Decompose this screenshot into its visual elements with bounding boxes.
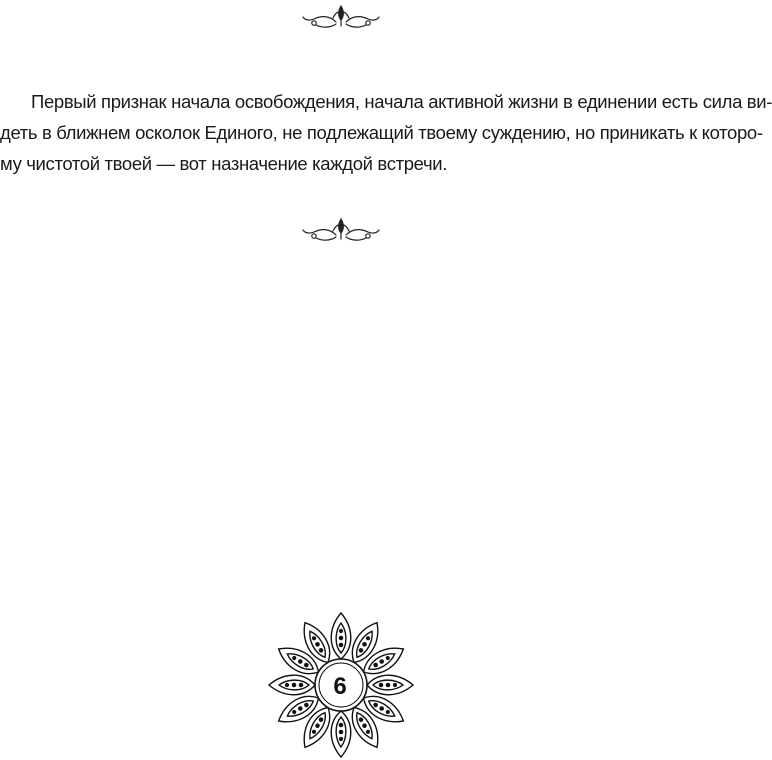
page-number: 6 [333, 673, 347, 700]
mandala-petal [367, 675, 413, 695]
separator-ornament-icon [300, 215, 382, 245]
body-paragraph [0, 86, 772, 179]
paragraph-line: Первый признак начала освобождения, начала активной жизни в единении есть сила ви- [31, 91, 772, 112]
mandala-petal [331, 613, 351, 659]
top-ornament-icon [300, 2, 382, 32]
paragraph-line: му чистотой твоей — вот назначение каждой встречи. [0, 153, 448, 174]
mandala-petal [269, 675, 315, 695]
mandala-petal [331, 711, 351, 757]
paragraph-line: деть в ближнем осколок Единого, не подлежащий твоему суждению, но приникать к которо- [0, 122, 763, 143]
